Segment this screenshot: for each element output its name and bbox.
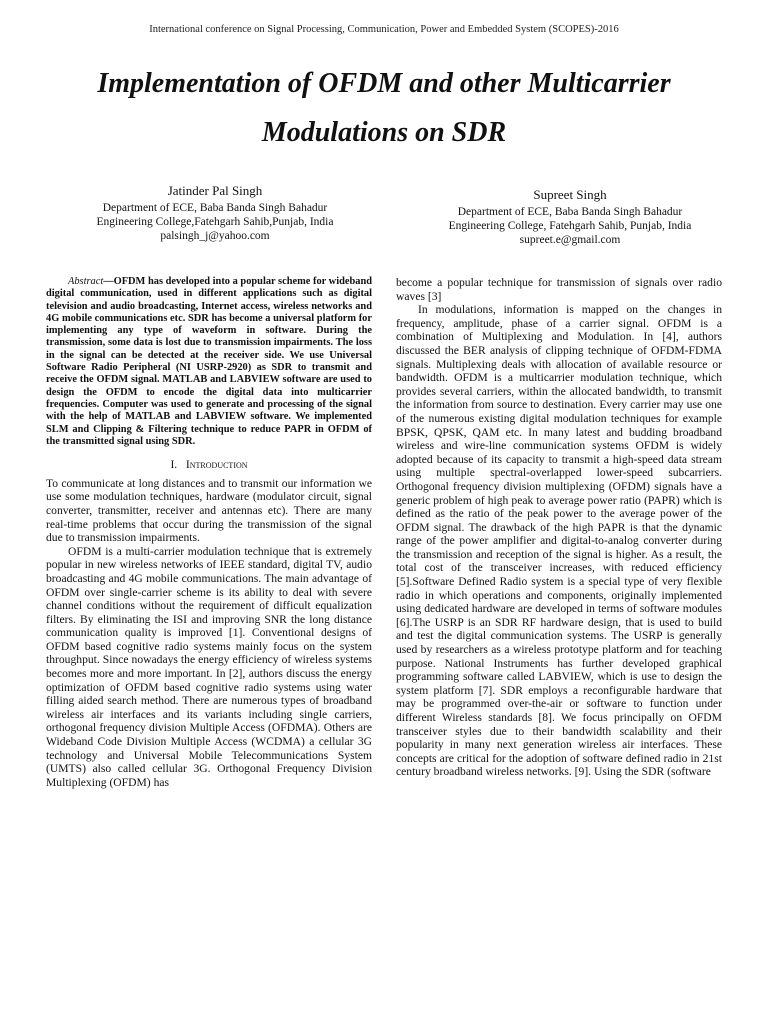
section-title: Introduction: [185, 458, 248, 472]
conference-header: International conference on Signal Processing, Communication, Power and Embedded System (SCOPES)-2016: [149, 24, 619, 35]
author-block-1: [30, 184, 400, 243]
abstract-dash: —: [103, 276, 114, 287]
section-number: I.: [170, 458, 178, 472]
right-column: [396, 276, 722, 779]
abstract-label: Abstract: [68, 276, 104, 287]
author-department: Department of ECE, Baba Banda Singh Bahadur: [457, 206, 683, 218]
author-block-2: [395, 188, 745, 247]
abstract-text: OFDM has developed into a popular scheme for wideband digital communication, used in different applications such as digital television and audio broadcasting, Internet access, wireless networks and 4G mobile communications etc. SDR has become a universal platform for implementing any type of waveform in software. During the transmission, some data is lost due to transmission impairments. The loss in the signal can be detected at the receiver side. We use Universal Software Radio Peripheral (NI USRP-2920) as SDR to transmit and receive the OFDM signal. MATLAB and LABVIEW software are used to design the OFDM to encode the digital data into multicarrier frequencies. Computer was used to generate and processing of the signal with the help of MATLAB and LABVIEW software. We implemented SLM and Clipping & Filtering technique to reduce PAPR in OFDM of the transmitted signal using SDR.: [46, 276, 372, 447]
author-name: Supreet Singh: [533, 187, 607, 202]
body-paragraph: To communicate at long distances and to transmit our information we use some modulation techniques, hardware (modulator circuit, signal converter, transmitter, receiver and antennas etc). There are many real-time problems that occur during the transmission of the signal due to transmission impairments.: [46, 476, 372, 545]
abstract: [46, 276, 372, 448]
author-name: Jatinder Pal Singh: [167, 183, 263, 198]
section-heading-introduction: [46, 458, 372, 472]
author-email: palsingh_j@yahoo.com: [160, 230, 270, 242]
author-college: Engineering College, Fatehgarh Sahib, Punjab, India: [448, 220, 692, 232]
author-department: Department of ECE, Baba Banda Singh Bahadur: [102, 202, 328, 214]
paper-title-line-2: Modulations on SDR: [261, 117, 507, 148]
body-paragraph: In modulations, information is mapped on the changes in frequency, amplitude, phase of a carrier signal. OFDM is a combination of Multiplexing and Modulation. In [4], authors discussed the BER analysis of clipping technique of OFDM-FDMA signals. Multiplexing deals with allocation of available resource or bandwidth. OFDM is a multicarrier modulation technique, which provides several carriers, within the allocated bandwidth, to transmit the information from source to destination. Every carrier may use one of the numerous existing digital modulation techniques for example BPSK, QPSK, QAM etc. In many latest and budding broadband wireless and wire-line communication systems OFDM is widely adopted because of its capacity to transmit a high-speed data stream using multiple spectral-overlapped lower-speed subcarriers. Orthogonal frequency division multiplexing (OFDM) signals have a generic problem of high peak to average power ratio (PAPR) which is defined as the ratio of the peak power to the average power of the OFDM signal. The drawback of the high PAPR is that the dynamic range of the power amplifier and digital-to-analog converter during the transmission and reception of the signal is higher. As a result, the total cost of the transceiver increases, with reduced efficiency [5].Software Defined Radio system is a special type of very flexible radio in which operations and components, originally implemented using dedicated hardware are developed in terms of software modules [6].The USRP is an SDR RF hardware design, that is used to build and test the digital communication systems. The USRP is generally used by researchers as a wireless prototype platform and for teaching purpose. National Instruments has further developed graphical programming software called LABVIEW, which is use to design the system platform [7]. SDR employs a reconfigurable hardware that may be programmed over-the-air or software to function under different Wireless standards [8]. We focus principally on OFDM transceiver styles due to their bandwidth scalability and their popularity in many next generation wireless air interfaces. These concepts are critical for the adoption of software defined radio in 21st century broadband wireless networks. [9]. Using the SDR (software: [396, 303, 722, 779]
paper-title-line-1: Implementation of OFDM and other Multicarrier: [97, 68, 671, 99]
author-email: supreet.e@gmail.com: [519, 234, 621, 246]
author-college: Engineering College,Fatehgarh Sahib,Punjab, India: [96, 216, 334, 228]
body-paragraph: become a popular technique for transmission of signals over radio waves [3]: [396, 276, 722, 303]
left-column: [46, 276, 372, 789]
body-paragraph: OFDM is a multi-carrier modulation technique that is extremely popular in new wireless networks of IEEE standard, digital TV, audio broadcasting and 4G mobile communications. The main advantage of OFDM over single-carrier scheme is its ability to deal with severe channel conditions without the requirement of difficult equalization filters. By eliminating the ISI and improving SNR the long distance communication quality is improved [1]. Conventional designs of OFDM based cognitive radio systems mainly focus on the system throughput. Since nowadays the energy efficiency of wireless systems becomes more and more important. In [2], authors discuss the energy optimization of OFDM based cognitive radio systems using water filling aided search method. There are numerous types of broadband wireless air interfaces and its variants including single carriers, orthogonal frequency division Multiple Access (OFDMA). Others are Wideband Code Division Multiple Access (WCDMA) a cellular 3G technology and Universal Mobile Telecommunications System (UMTS) also called cellular 3G. Orthogonal Frequency Division Multiplexing (OFDM) has: [46, 544, 372, 789]
